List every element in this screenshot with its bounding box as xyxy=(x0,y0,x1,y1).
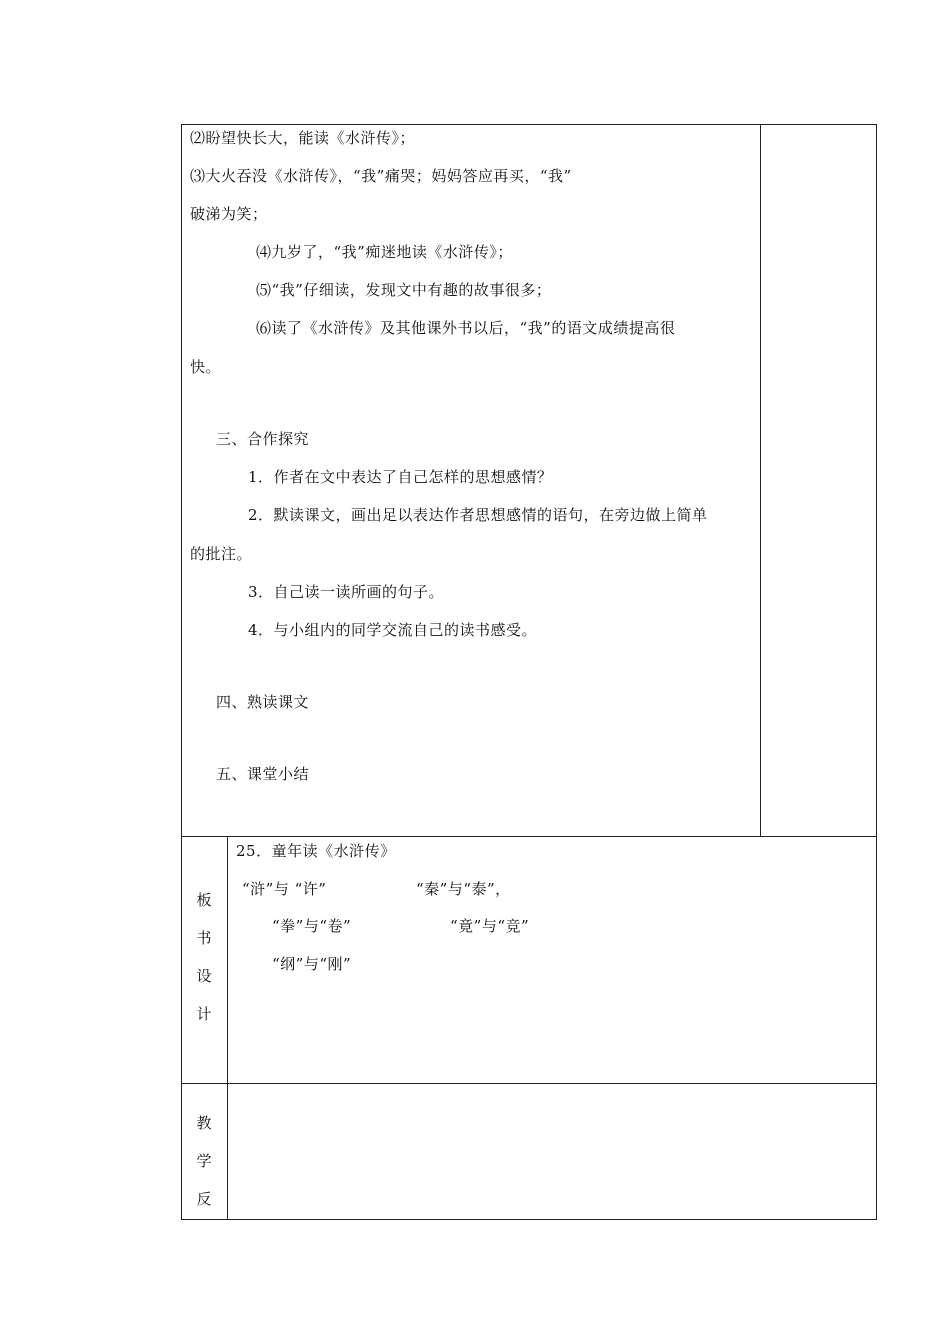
board-pair-3: “拳”与“卷” xyxy=(272,917,352,935)
question-2: 2．默读课文，画出足以表达作者思想感情的语句，在旁边做上简单 xyxy=(248,506,708,524)
board-design-label-4: 计 xyxy=(196,1005,212,1023)
table-border-bottom xyxy=(181,1219,877,1220)
question-3: 3．自己读一读所画的句子。 xyxy=(248,583,445,601)
board-design-label-3: 设 xyxy=(196,967,212,985)
question-2-continued: 的批注。 xyxy=(190,545,253,563)
reflection-label-2: 学 xyxy=(196,1152,212,1170)
list-item-3-continued: 破涕为笑； xyxy=(190,205,268,223)
reflection-label-3: 反 xyxy=(196,1190,212,1208)
section-heading-read-text: 四、熟读课文 xyxy=(216,693,310,711)
board-pair-5: “纲”与“刚” xyxy=(272,955,352,973)
section-heading-summary: 五、课堂小结 xyxy=(216,765,310,783)
board-pair-2: “秦”与“泰”， xyxy=(416,880,511,898)
board-pair-1: “浒”与 “许” xyxy=(242,880,327,898)
list-item-2: ⑵盼望快长大，能读《水浒传》； xyxy=(190,129,416,147)
column-divider-labels xyxy=(227,836,228,1220)
board-design-label-1: 板 xyxy=(196,891,212,909)
board-title: 25．童年读《水浒传》 xyxy=(236,842,396,860)
list-item-4: ⑷九岁了，“我”痴迷地读《水浒传》； xyxy=(256,243,513,261)
board-pair-4: “竟”与“竞” xyxy=(450,917,530,935)
row-divider-board xyxy=(181,836,877,837)
list-item-3: ⑶大火吞没《水浒传》，“我”痛哭；妈妈答应再买，“我” xyxy=(190,167,572,185)
board-design-label-2: 书 xyxy=(196,929,212,947)
section-heading-cooperation: 三、合作探究 xyxy=(216,430,310,448)
list-item-6-continued: 快。 xyxy=(190,358,222,376)
table-border-left xyxy=(181,124,182,1220)
question-4: 4．与小组内的同学交流自己的读书感受。 xyxy=(248,621,538,639)
question-1: 1．作者在文中表达了自己怎样的思想感情？ xyxy=(248,468,553,486)
list-item-5: ⑸“我”仔细读，发现文中有趣的故事很多； xyxy=(256,281,552,299)
table-border-top xyxy=(181,124,877,125)
reflection-label-1: 教 xyxy=(196,1114,212,1132)
row-divider-reflection xyxy=(181,1083,877,1084)
column-divider-notes xyxy=(760,124,761,836)
list-item-6: ⑹读了《水浒传》及其他课外书以后，“我”的语文成绩提高很 xyxy=(256,319,676,337)
table-border-right xyxy=(876,124,877,1220)
